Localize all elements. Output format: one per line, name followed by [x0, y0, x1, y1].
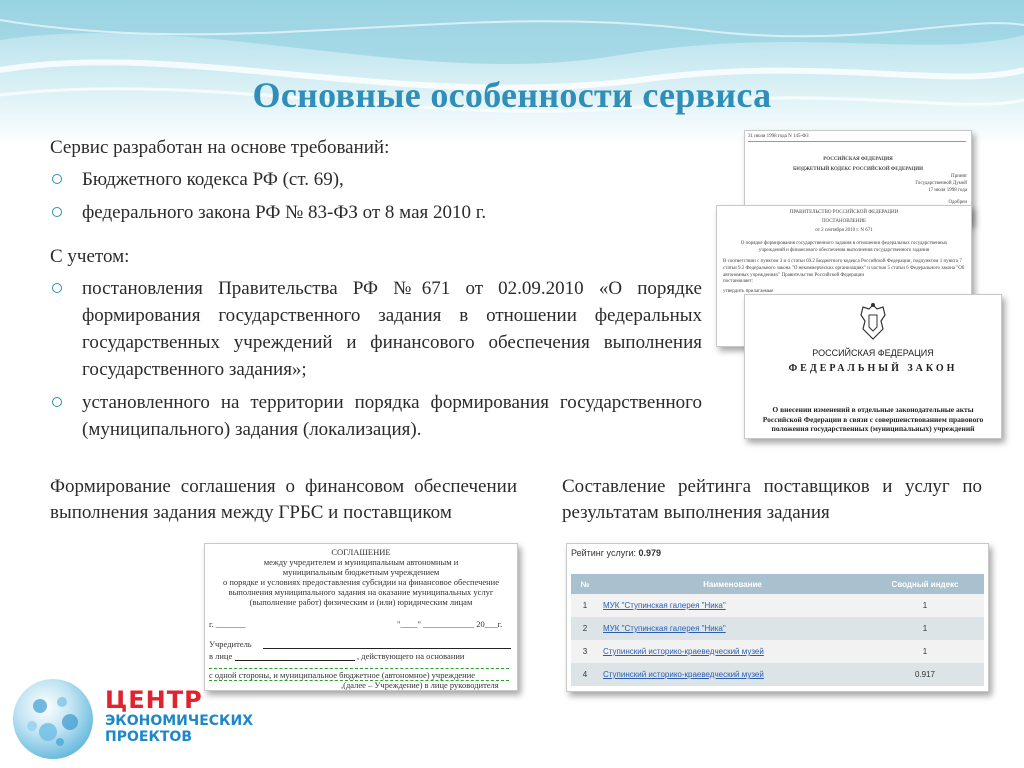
bullet-circle-icon [52, 283, 62, 293]
agreement-document: СОГЛАШЕНИЕ между учредителем и муниципальным автономным и муниципальным бюджетным учреждением о порядке и условиях предоставления субсидии на финансовое обеспечение выполнения муниципального задания на оказание муниципальных услуг (выполнение работ) физическим и (или) юридическим лицам г. _______ "____" ____________ 20___г. Учредитель в лице , действующего на основании с одной стороны, и муниципальное бюджетное (автономное) учреждение ,(далее – Учреждение) в лице руководителя [204, 543, 518, 691]
rating-value: 0.979 [638, 548, 662, 558]
table-row: 4 Ступинский историко-краеведческий музей 0.917 [571, 663, 984, 686]
list-item: Бюджетного кодекса РФ (ст. 69), [50, 166, 570, 193]
table-row: 2 МУК "Ступинская галерея "Ника" 1 [571, 617, 984, 640]
column-header-number: № [571, 574, 599, 594]
provider-link[interactable]: Ступинский историко-краеведческий музей [599, 640, 866, 663]
provider-link[interactable]: Ступинский историко-краеведческий музей [599, 663, 866, 686]
list-item: постановления Правительства РФ №671 от 02.09.2010 «О порядке формирования государственного задания в отношении федеральных государственных учреждений и финансового обеспечения выполнения государственного задания»; [50, 275, 702, 383]
molecule-sphere-icon [10, 676, 96, 762]
logo-line-1: ЦЕНТР [105, 686, 203, 714]
logo-line-2: ЭКОНОМИЧЕСКИХ [105, 713, 253, 729]
considering-list [50, 275, 702, 449]
slide-title: Основные особенности сервиса [252, 75, 772, 115]
budget-code-document: 31 июля 1998 года N 145-ФЗ РОССИЙСКАЯ ФЕДЕРАЦИЯ БЮДЖЕТНЫЙ КОДЕКС РОССИЙСКОЙ ФЕДЕРАЦИИ Принят Государственной Думой 17 июля 1998 года Одобрен [744, 130, 972, 224]
list-item: федерального закона РФ № 83-ФЗ от 8 мая 2010 г. [50, 199, 570, 226]
logo-line-3: ПРОЕКТОВ [105, 729, 193, 745]
rating-label: Рейтинг услуги: 0.979 [571, 548, 662, 558]
government-resolution-document: ПРАВИТЕЛЬСТВО РОССИЙСКОЙ ФЕДЕРАЦИИ ПОСТАНОВЛЕНИЕ от 2 сентября 2010 г. N 671 О порядке формирования государственного задания в отношении федеральных государственных учреждений и финансового обеспечения выполнения государственного задания В соответствии с пунктом 3 и 4 статьи 69.2 Бюджетного кодекса Российской Федерации, подпунктом 1 пункта 7 статьи 9.2 Федерального закона "О некоммерческих организациях" и частью 5 статьи 6 Федерального закона "Об автономных учреждениях" Правительство Российской Федерации постановляет: утвердить прилагаемые [716, 205, 972, 347]
rating-table [571, 574, 984, 686]
divider [748, 141, 966, 142]
considering-heading: С учетом: [50, 246, 130, 267]
bullet-circle-icon [52, 207, 62, 217]
provider-link[interactable]: МУК "Ступинская галерея "Ника" [599, 594, 866, 617]
table-row: 1 МУК "Ступинская галерея "Ника" 1 [571, 594, 984, 617]
header-wave-banner [0, 0, 1024, 145]
provider-link[interactable]: МУК "Ступинская галерея "Ника" [599, 617, 866, 640]
column-header-name: Наименование [599, 574, 866, 594]
rating-table-panel [566, 543, 989, 692]
column-header-index: Сводный индекс [866, 574, 984, 594]
rating-caption: Составление рейтинга поставщиков и услуг по результатам выполнения задания [562, 476, 982, 523]
bullet-circle-icon [52, 174, 62, 184]
bullet-circle-icon [52, 397, 62, 407]
requirements-list [50, 166, 570, 232]
table-row: 3 Ступинский историко-краеведческий музей 1 [571, 640, 984, 663]
federal-law-document: РОССИЙСКАЯ ФЕДЕРАЦИЯ ФЕДЕРАЛЬНЫЙ ЗАКОН О внесении изменений в отдельные законодательные акты Российской Федерации в связи с совершенствованием правового положения государственных (муниципальных) учреждений [744, 294, 1002, 439]
company-logo [10, 676, 253, 762]
list-item: установленного на территории порядка формирования государственного (муниципального) задания (локализация). [50, 389, 702, 443]
agreement-caption: Формирование соглашения о финансовом обеспечении выполнения задания между ГРБС и поставщиком [50, 476, 517, 523]
requirements-heading: Сервис разработан на основе требований: [50, 137, 390, 158]
eagle-emblem-icon [855, 301, 891, 341]
